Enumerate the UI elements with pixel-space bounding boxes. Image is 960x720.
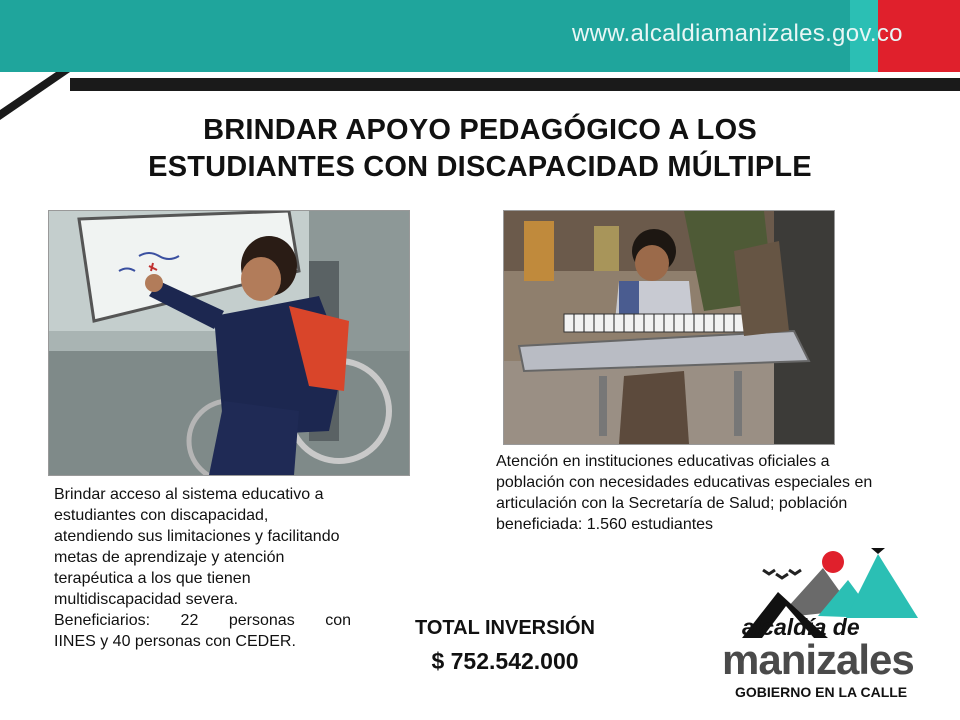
logo-text-alcaldia: alcaldía de bbox=[742, 614, 860, 640]
left-caption-beneficiaries-end: IINES y 40 personas con CEDER. bbox=[54, 633, 296, 650]
logo-text-manizales: manizales bbox=[722, 636, 914, 683]
investment-label: TOTAL INVERSIÓN bbox=[414, 617, 596, 639]
investment-value: $ 752.542.000 bbox=[431, 648, 579, 674]
page-title bbox=[60, 112, 900, 186]
photo-student-whiteboard bbox=[48, 210, 410, 476]
title-line-2: ESTUDIANTES CON DISCAPACIDAD MÚLTIPLE bbox=[148, 151, 812, 183]
logo-text-slogan: GOBIERNO EN LA CALLE bbox=[735, 684, 908, 700]
photo-child-keyboard bbox=[503, 210, 835, 445]
left-caption-paragraph: Brindar acceso al sistema educativo a estudiantes con discapacidad, atendiendo sus limitaciones y facilitando metas de aprendizaje y atención terapéutica a los que tienen multidiscapacidad severa. bbox=[54, 486, 340, 608]
right-caption: Atención en instituciones educativas oficiales a población con necesidades educativas especiales en articulación con la Secretaría de Salud; población beneficiada: 1.560 estudiantes bbox=[496, 453, 873, 533]
left-caption-beneficiaries: Beneficiarios: 22 personas con bbox=[54, 612, 351, 629]
investment-box bbox=[390, 615, 620, 677]
title-line-1: BRINDAR APOYO PEDAGÓGICO A LOS bbox=[203, 114, 757, 146]
left-caption bbox=[54, 484, 351, 652]
header-stripe bbox=[70, 78, 960, 91]
website-url[interactable]: www.alcaldiamanizales.gov.co bbox=[572, 20, 903, 47]
